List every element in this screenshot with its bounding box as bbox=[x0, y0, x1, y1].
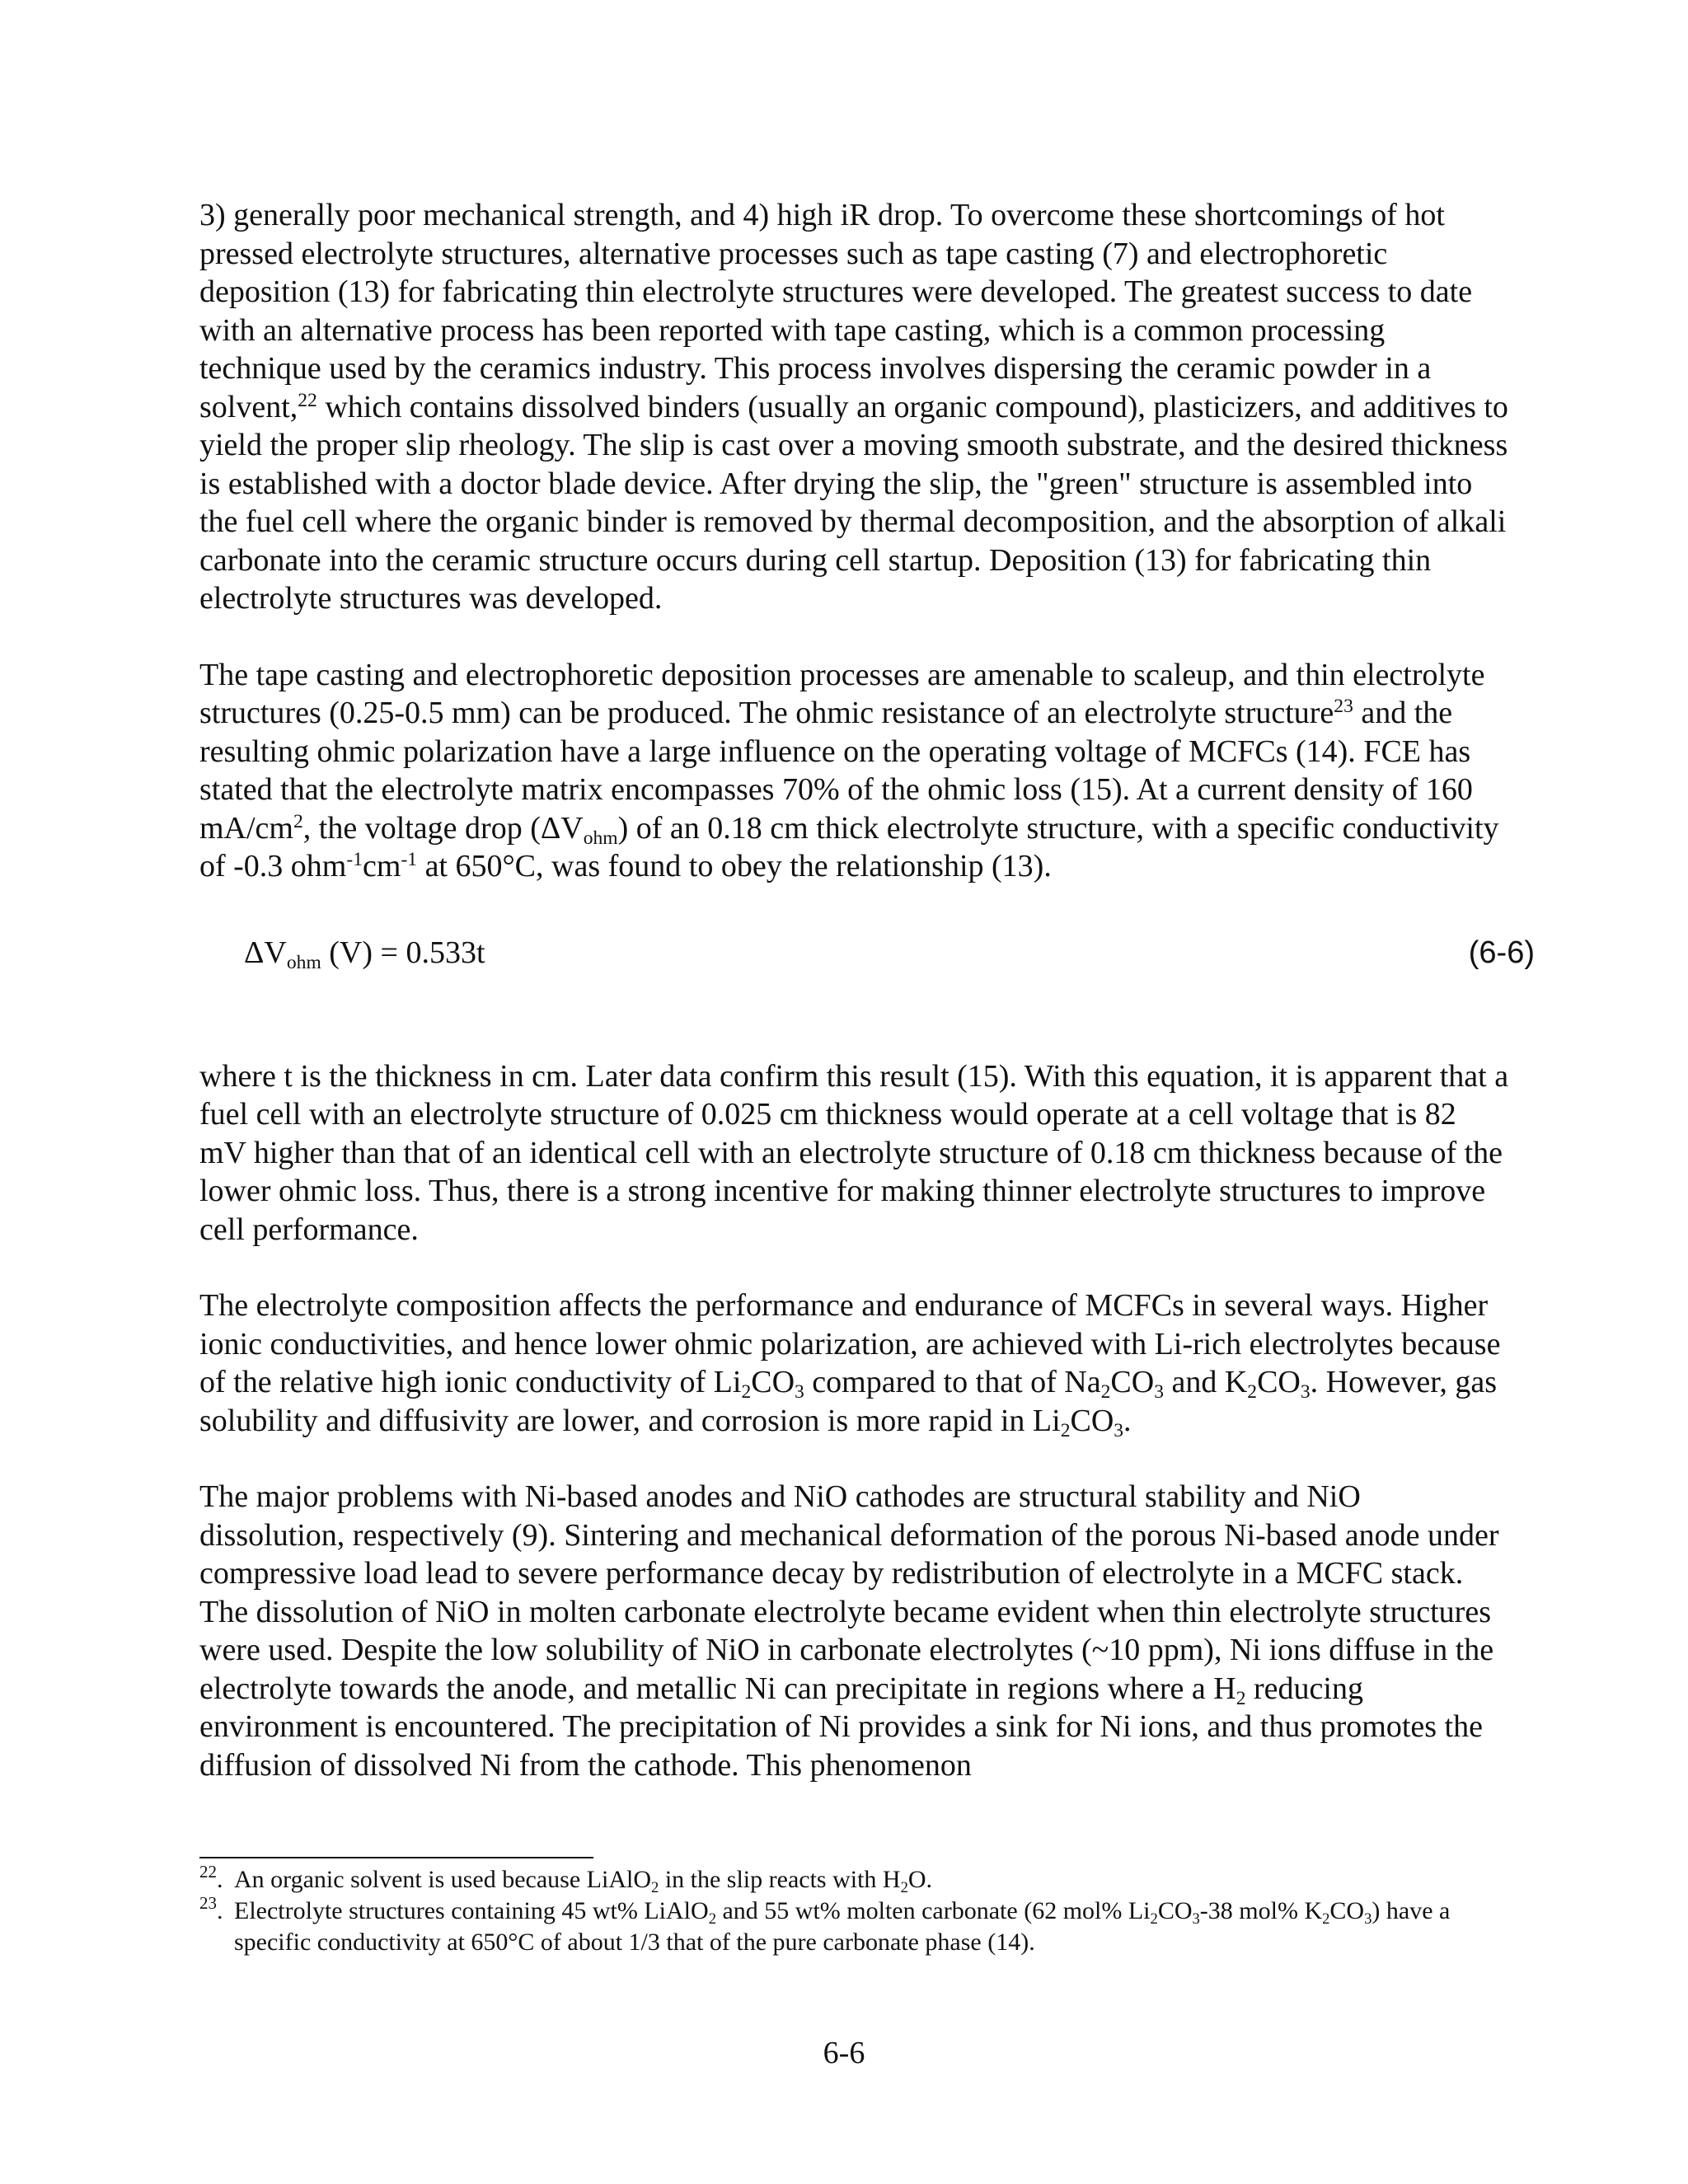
paragraph-text: 3) generally poor mechanical strength, and 4) high iR drop. To overcome these shortcomings of hot pressed electrolyte structures, alternative processes such as tape casting (7) and electrophoretic deposition (13) for fabricating thin electrolyte structures were developed. The greatest success to date with an alternative process has been reported with tape casting, which is a common processing technique used by the ceramics industry. This process involves dispersing the ceramic powder in a solvent, bbox=[199, 198, 1473, 424]
subscript: 3 bbox=[1364, 1910, 1372, 1928]
paragraph-text: CO bbox=[1257, 1365, 1301, 1399]
paragraph-text: CO bbox=[751, 1365, 795, 1399]
footnote-mark bbox=[199, 1893, 223, 1927]
paragraph-text: CO bbox=[1110, 1365, 1155, 1399]
paragraph-5 bbox=[199, 1478, 1510, 1784]
footnote-text: O. bbox=[907, 1866, 933, 1893]
paragraph-3: where t is the thickness in cm. Later data confirm this result (15). With this equation, it is apparent that a fuel cell with an electrolyte structure of 0.025 cm thickness would operate at a cell voltage that is 82 mV higher than that of an identical cell with an electrolyte structure of 0.18 cm thickness because of the lower ohmic loss. Thus, there is a strong incentive for making thinner electrolyte structures to improve cell performance. bbox=[199, 1058, 1509, 1247]
subscript: 2 bbox=[651, 1878, 659, 1896]
paragraph-text: cm bbox=[363, 849, 401, 883]
page-number: 6-6 bbox=[823, 2036, 865, 2070]
subscript: 2 bbox=[1060, 1419, 1071, 1441]
footnote-text: An organic solvent is used because LiAlO bbox=[234, 1866, 652, 1893]
main-text bbox=[199, 196, 1535, 1822]
subscript: 2 bbox=[741, 1381, 752, 1404]
subscript: 3 bbox=[795, 1381, 804, 1404]
paragraph-text: at 650°C, was found to obey the relationship (13). bbox=[417, 849, 1052, 883]
footnote-text: CO bbox=[1157, 1897, 1193, 1924]
paragraph-1 bbox=[199, 196, 1510, 618]
paragraph-text: and K bbox=[1163, 1365, 1248, 1399]
equation-expression bbox=[244, 924, 485, 982]
subscript: 2 bbox=[1100, 1381, 1111, 1404]
footnote-text: -38 mol% K bbox=[1199, 1897, 1323, 1924]
paragraph-text: which contains dissolved binders (usually an organic compound), plasticizers, and additives to yield the proper slip rheology. The slip is cast over a moving smooth substrate, and the desired thickness is established with a doctor blade device. After drying the slip, the "green" structure is assembled into the fuel cell where the organic binder is removed by thermal decomposition, and the absorption of alkali carbonate into the ceramic structure occurs during cell startup. Deposition (13) for fabricating thin electrolyte structures was developed. bbox=[199, 389, 1508, 616]
paragraph-text: . bbox=[1123, 1403, 1132, 1438]
superscript: -1 bbox=[346, 849, 363, 871]
subscript: 3 bbox=[1154, 1381, 1164, 1404]
paragraph-text: The tape casting and electrophoretic deposition processes are amenable to scaleup, and thin electrolyte structures (0.25-0.5 mm) can be produced. The ohmic resistance of an electrolyte structure bbox=[199, 657, 1485, 730]
subscript: ohm bbox=[286, 951, 321, 973]
footnote-number: 22 bbox=[199, 1862, 217, 1882]
paragraph-text: . However, gas solubility and diffusivity are lower, and corrosion is more rapid in Li bbox=[199, 1365, 1498, 1438]
footnote-text: ) have a specific conductivity at 650°C of about 1/3 that of the pure carbonate phase (14). bbox=[234, 1897, 1451, 1956]
paragraph-text: compared to that of Na bbox=[804, 1365, 1101, 1399]
paragraph-2 bbox=[199, 656, 1510, 886]
paragraph-text: reducing environment is encountered. The precipitation of Ni provides a sink for Ni ions, and thus promotes the diffusion of dissolved Ni from the cathode. This phenomenon bbox=[199, 1671, 1483, 1783]
subscript: 2 bbox=[1247, 1381, 1258, 1404]
footnote-mark bbox=[199, 1864, 223, 1896]
footnote-ref-23[interactable]: 23 bbox=[1334, 696, 1353, 718]
subscript: 2 bbox=[708, 1910, 716, 1928]
subscript: 2 bbox=[1322, 1910, 1330, 1928]
subscript: 3 bbox=[1192, 1910, 1200, 1928]
footnote-ref-22[interactable]: 22 bbox=[298, 389, 317, 411]
footnote-text: Electrolyte structures containing 45 wt% LiAlO bbox=[234, 1897, 709, 1924]
equation-number: (6-6) bbox=[1468, 935, 1535, 970]
subscript: 2 bbox=[900, 1878, 908, 1896]
superscript: -1 bbox=[401, 849, 418, 871]
footnote-dot: . bbox=[217, 1866, 223, 1893]
paragraph-text: The electrolyte composition affects the performance and endurance of MCFCs in several ways. Higher ionic conductivities, and hence lower ohmic polarization, are achieved with Li-rich electrolytes because of the relative high ionic conductivity of Li bbox=[199, 1288, 1501, 1399]
equation-lhs: ΔV bbox=[244, 935, 287, 970]
footnote-number: 23 bbox=[199, 1893, 217, 1914]
footnote-divider bbox=[199, 1857, 593, 1858]
paragraph-text: CO bbox=[1070, 1403, 1114, 1438]
footnote-text: CO bbox=[1329, 1897, 1365, 1924]
footnotes bbox=[199, 1864, 1485, 1958]
subscript: 3 bbox=[1114, 1419, 1124, 1441]
footnote-dot: . bbox=[217, 1897, 223, 1924]
paragraph-text: The major problems with Ni-based anodes and NiO cathodes are structural stability and NiO dissolution, respectively (9). Sintering and mechanical deformation of the porous Ni-based anode under compressive load lead to severe performance decay by redistribution of electrolyte in a MCFC stack. The dissolution of NiO in molten carbonate electrolyte became evident when thin electrolyte structures were used. Despite the low solubility of NiO in carbonate electrolytes (~10 ppm), Ni ions diffuse in the electrolyte towards the anode, and metallic Ni can precipitate in regions where a H bbox=[199, 1479, 1499, 1706]
equation-6-6 bbox=[199, 924, 1535, 982]
equation-rhs: (V) = 0.533t bbox=[321, 935, 485, 970]
paragraph-text: , the voltage drop (ΔV bbox=[302, 810, 584, 846]
superscript: 2 bbox=[293, 810, 303, 832]
footnote-23 bbox=[199, 1893, 1485, 1958]
paragraph-4 bbox=[199, 1286, 1510, 1440]
subscript: 2 bbox=[1150, 1910, 1158, 1928]
paragraph-text: ) of an 0.18 cm thick electrolyte structure, with a specific conductivity of -0.3 ohm bbox=[199, 810, 1499, 883]
footnote-text: and 55 wt% molten carbonate (62 mol% Li bbox=[715, 1897, 1151, 1924]
paragraph-text: and the resulting ohmic polarization have a large influence on the operating voltage of MCFCs (14). FCE has stated that the electrolyte matrix encompasses 70% of the ohmic loss (15). At a current density of 160 mA/cm bbox=[199, 696, 1473, 846]
subscript: 3 bbox=[1300, 1381, 1311, 1404]
footnote-text: in the slip reacts with H bbox=[659, 1866, 901, 1893]
subscript: 2 bbox=[1236, 1687, 1246, 1709]
footnote-22 bbox=[199, 1864, 1485, 1896]
subscript: ohm bbox=[583, 827, 618, 849]
